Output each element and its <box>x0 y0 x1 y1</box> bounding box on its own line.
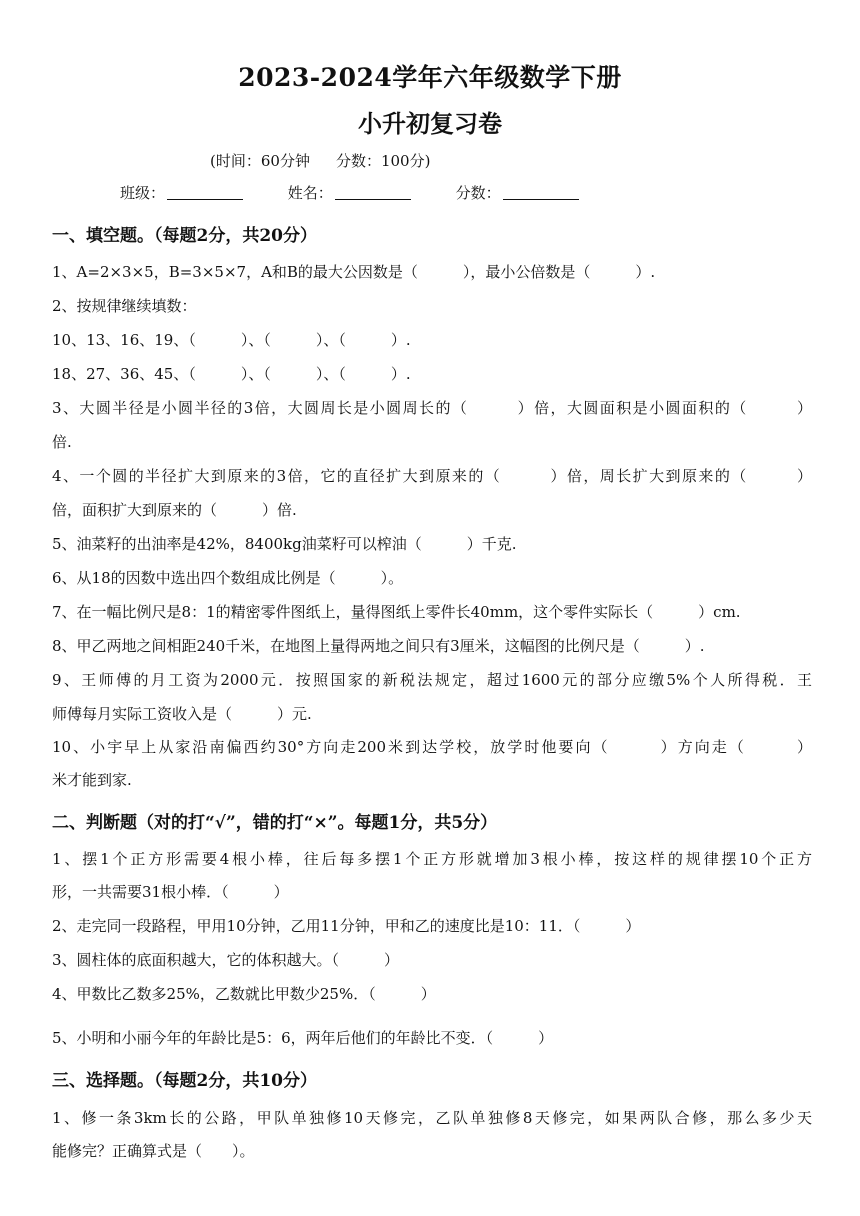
question-line: 9、王师傅的月工资为2000元．按照国家的新税法规定，超过1600元的部分应缴5%个人所得税．王 <box>52 671 812 689</box>
question-line: 8、甲乙两地之间相距240千米，在地图上量得两地之间只有3厘米，这幅图的比例尺是（ ）. <box>52 637 705 655</box>
class-label: 班级： <box>120 184 166 202</box>
question-line: 倍. <box>52 433 72 451</box>
question-line: 3、圆柱体的底面积越大，它的体积越大。（ ） <box>52 951 400 969</box>
class-field <box>120 182 243 203</box>
question-line: 10、小宇早上从家沿南偏西约30°方向走200米到达学校，放学时他要向（ ）方向走（ ） <box>52 738 812 756</box>
exam-subtitle: 小升初复习卷 <box>358 109 502 138</box>
class-blank[interactable] <box>167 185 243 200</box>
question-line: 2、按规律继续填数： <box>52 297 197 315</box>
exam-meta <box>210 150 456 171</box>
question-line: 6、从18的因数中选出四个数组成比例是（ ）。 <box>52 569 404 587</box>
exam-title: 2023-2024学年六年级数学下册 <box>238 63 622 92</box>
student-info <box>120 182 619 203</box>
question-line: 米才能到家. <box>52 771 132 789</box>
name-label: 姓名： <box>287 184 333 202</box>
score-field <box>456 182 579 203</box>
name-blank[interactable] <box>335 185 411 200</box>
section-heading-multiple-choice: 三、选择题。（每题2分，共10分） <box>52 1071 317 1091</box>
section-heading-fill-in: 一、填空题。（每题2分，共20分） <box>52 226 317 246</box>
question-line: 形，一共需要31根小棒．（ ） <box>52 883 289 901</box>
question-line: 7、在一幅比例尺是8：1的精密零件图纸上，量得图纸上零件长40mm，这个零件实际长（ ）cm. <box>52 603 741 621</box>
question-line: 4、一个圆的半径扩大到原来的3倍，它的直径扩大到原来的（ ）倍，周长扩大到原来的（ ） <box>52 467 812 485</box>
question-line: 10、13、16、19、（ ）、（ ）、（ ）. <box>52 331 411 349</box>
section-heading-true-false: 二、判断题（对的打“√”，错的打“×”。每题1分，共5分） <box>52 813 498 833</box>
question-line: 1、修一条3km长的公路，甲队单独修10天修完，乙队单独修8天修完，如果两队合修，那么多少天 <box>52 1109 812 1127</box>
question-line: 能修完？正确算式是（ ）。 <box>52 1142 255 1160</box>
question-line: 1、A=2×3×5，B=3×5×7，A和B的最大公因数是（ ），最小公倍数是（ ）. <box>52 263 656 281</box>
question-line: 师傅每月实际工资收入是（ ）元. <box>52 705 312 723</box>
question-line: 3、大圆半径是小圆半径的3倍，大圆周长是小圆周长的（ ）倍，大圆面积是小圆面积的（ ） <box>52 399 812 417</box>
question-line: 5、油菜籽的出油率是42%，8400kg油菜籽可以榨油（ ）千克. <box>52 535 517 553</box>
question-line: 4、甲数比乙数多25%，乙数就比甲数少25%．（ ） <box>52 985 436 1003</box>
name-field <box>288 182 411 203</box>
score-label: 分数： <box>455 184 501 202</box>
question-line: 18、27、36、45、（ ）、（ ）、（ ）. <box>52 365 411 383</box>
question-line: 倍，面积扩大到原来的（ ）倍. <box>52 501 297 519</box>
question-line: 1、摆1个正方形需要4根小棒，往后每多摆1个正方形就增加3根小棒，按这样的规律摆10个正方 <box>52 850 812 868</box>
score-blank[interactable] <box>503 185 579 200</box>
question-line: 5、小明和小丽今年的年龄比是5：6，两年后他们的年龄比不变．（ ） <box>52 1029 554 1047</box>
total-score: 分数：100分) <box>335 152 431 170</box>
question-line: 2、走完同一段路程，甲用10分钟，乙用11分钟，甲和乙的速度比是10：11．（ ） <box>52 917 641 935</box>
time-limit: (时间：60分钟 <box>210 152 310 170</box>
